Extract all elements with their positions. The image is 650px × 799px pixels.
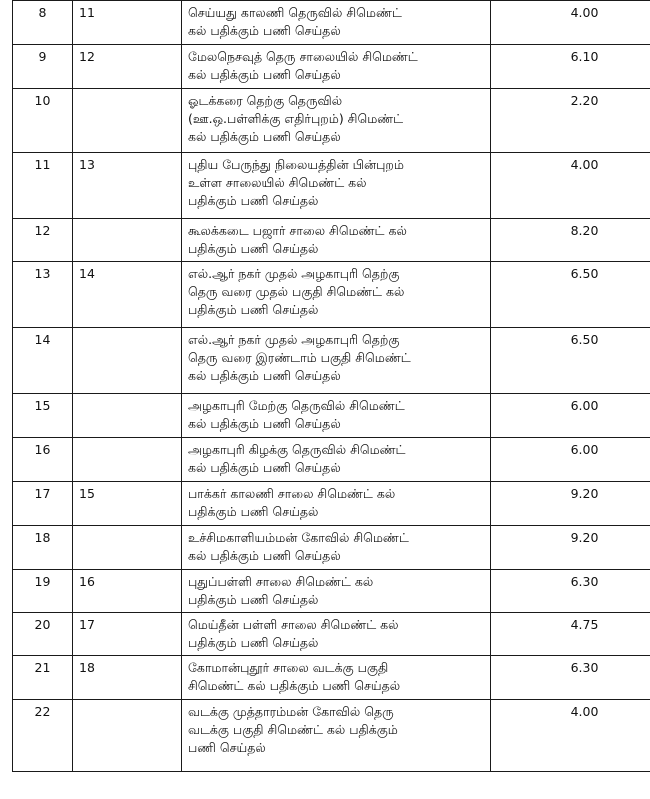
work-description-cell bbox=[182, 262, 491, 328]
amount-cell: 2.20 bbox=[491, 89, 650, 153]
work-description-line: செய்யது காலணி தெருவில் சிமெண்ட் bbox=[188, 5, 402, 20]
serial-number-cell: 16 bbox=[13, 438, 73, 482]
table-row bbox=[13, 89, 650, 153]
work-description-cell bbox=[182, 570, 491, 613]
reference-number-cell bbox=[73, 89, 182, 153]
work-description-cell bbox=[182, 700, 491, 772]
amount-cell: 6.30 bbox=[491, 656, 650, 700]
serial-number-cell: 11 bbox=[13, 153, 73, 219]
work-description-line: சிமெண்ட் கல் பதிக்கும் பணி செய்தல் bbox=[188, 678, 401, 693]
amount-cell: 6.00 bbox=[491, 438, 650, 482]
work-description-line: (ஊ.ஒ.பள்ளிக்கு எதிர்புறம்) சிமெண்ட் bbox=[188, 111, 404, 126]
work-description-line: பதிக்கும் பணி செய்தல் bbox=[188, 592, 319, 607]
serial-number-cell: 20 bbox=[13, 613, 73, 656]
table-row bbox=[13, 570, 650, 613]
work-description-line: பாக்கர் காலணி சாலை சிமெண்ட் கல் bbox=[188, 486, 396, 501]
work-description-line: அழகாபுரி மேற்கு தெருவில் சிமெண்ட் bbox=[188, 398, 405, 413]
work-description-line: எல்.ஆர் நகர் முதல் அழகாபுரி தெற்கு bbox=[188, 266, 400, 281]
work-description-line: பதிக்கும் பணி செய்தல் bbox=[188, 193, 319, 208]
work-description-line: வடக்கு பகுதி சிமெண்ட் கல் பதிக்கும் bbox=[188, 722, 398, 737]
work-description-cell bbox=[182, 89, 491, 153]
serial-number-cell: 14 bbox=[13, 328, 73, 394]
work-description-cell bbox=[182, 438, 491, 482]
reference-number-cell: 16 bbox=[73, 570, 182, 613]
work-description-cell bbox=[182, 394, 491, 438]
reference-number-cell: 14 bbox=[73, 262, 182, 328]
amount-cell: 4.00 bbox=[491, 700, 650, 772]
amount-cell: 9.20 bbox=[491, 482, 650, 526]
amount-cell: 4.00 bbox=[491, 153, 650, 219]
serial-number-cell: 13 bbox=[13, 262, 73, 328]
work-description-line: கல் பதிக்கும் பணி செய்தல் bbox=[188, 129, 341, 144]
work-description-line: கல் பதிக்கும் பணி செய்தல் bbox=[188, 67, 341, 82]
table-row bbox=[13, 482, 650, 526]
amount-cell: 9.20 bbox=[491, 526, 650, 570]
table-row bbox=[13, 438, 650, 482]
amount-cell: 6.10 bbox=[491, 45, 650, 89]
works-table bbox=[12, 0, 650, 772]
serial-number-cell: 10 bbox=[13, 89, 73, 153]
work-description-line: தெரு வரை இரண்டாம் பகுதி சிமெண்ட் bbox=[188, 350, 411, 365]
work-description-cell bbox=[182, 656, 491, 700]
work-description-line: வடக்கு முத்தாரம்மன் கோவில் தெரு bbox=[188, 704, 394, 719]
work-description-line: புதுப்பள்ளி சாலை சிமெண்ட் கல் bbox=[188, 574, 374, 589]
table-row bbox=[13, 219, 650, 262]
work-description-line: உள்ள சாலையில் சிமெண்ட் கல் bbox=[188, 175, 367, 190]
work-description-line: கல் பதிக்கும் பணி செய்தல் bbox=[188, 368, 341, 383]
table-row bbox=[13, 45, 650, 89]
reference-number-cell: 13 bbox=[73, 153, 182, 219]
amount-cell: 4.75 bbox=[491, 613, 650, 656]
serial-number-cell: 22 bbox=[13, 700, 73, 772]
work-description-line: கல் பதிக்கும் பணி செய்தல் bbox=[188, 416, 341, 431]
work-description-line: கல் பதிக்கும் பணி செய்தல் bbox=[188, 460, 341, 475]
amount-cell: 6.30 bbox=[491, 570, 650, 613]
work-description-line: பதிக்கும் பணி செய்தல் bbox=[188, 241, 319, 256]
table-row bbox=[13, 656, 650, 700]
work-description-cell bbox=[182, 482, 491, 526]
work-description-line: கூலக்கடை பஜார் சாலை சிமெண்ட் கல் bbox=[188, 223, 407, 238]
serial-number-cell: 18 bbox=[13, 526, 73, 570]
reference-number-cell bbox=[73, 328, 182, 394]
reference-number-cell bbox=[73, 700, 182, 772]
serial-number-cell: 9 bbox=[13, 45, 73, 89]
reference-number-cell bbox=[73, 394, 182, 438]
work-description-line: ஓடக்கரை தெற்கு தெருவில் bbox=[188, 93, 343, 108]
work-description-cell bbox=[182, 219, 491, 262]
reference-number-cell bbox=[73, 219, 182, 262]
serial-number-cell: 8 bbox=[13, 1, 73, 45]
work-description-cell bbox=[182, 1, 491, 45]
serial-number-cell: 21 bbox=[13, 656, 73, 700]
table-row bbox=[13, 526, 650, 570]
serial-number-cell: 15 bbox=[13, 394, 73, 438]
serial-number-cell: 19 bbox=[13, 570, 73, 613]
work-description-line: கல் பதிக்கும் பணி செய்தல் bbox=[188, 23, 341, 38]
amount-cell: 6.50 bbox=[491, 262, 650, 328]
work-description-line: கோமான்புதூர் சாலை வடக்கு பகுதி bbox=[188, 660, 389, 675]
work-description-cell bbox=[182, 45, 491, 89]
table-row bbox=[13, 394, 650, 438]
reference-number-cell: 17 bbox=[73, 613, 182, 656]
serial-number-cell: 12 bbox=[13, 219, 73, 262]
amount-cell: 6.50 bbox=[491, 328, 650, 394]
table-row bbox=[13, 700, 650, 772]
reference-number-cell bbox=[73, 438, 182, 482]
reference-number-cell: 11 bbox=[73, 1, 182, 45]
table-row bbox=[13, 153, 650, 219]
reference-number-cell: 15 bbox=[73, 482, 182, 526]
amount-cell: 4.00 bbox=[491, 1, 650, 45]
amount-cell: 6.00 bbox=[491, 394, 650, 438]
serial-number-cell: 17 bbox=[13, 482, 73, 526]
work-description-line: பதிக்கும் பணி செய்தல் bbox=[188, 302, 319, 317]
work-description-cell bbox=[182, 613, 491, 656]
table-row bbox=[13, 613, 650, 656]
work-description-cell bbox=[182, 328, 491, 394]
work-description-line: பதிக்கும் பணி செய்தல் bbox=[188, 504, 319, 519]
work-description-line: தெரு வரை முதல் பகுதி சிமெண்ட் கல் bbox=[188, 284, 405, 299]
table-row bbox=[13, 1, 650, 45]
work-description-cell bbox=[182, 153, 491, 219]
works-table-body bbox=[13, 1, 650, 772]
document-page bbox=[12, 0, 638, 772]
work-description-cell bbox=[182, 526, 491, 570]
work-description-line: அழகாபுரி கிழக்கு தெருவில் சிமெண்ட் bbox=[188, 442, 406, 457]
reference-number-cell bbox=[73, 526, 182, 570]
work-description-line: எல்.ஆர் நகர் முதல் அழகாபுரி தெற்கு bbox=[188, 332, 400, 347]
work-description-line: மேலநெசவுத் தெரு சாலையில் சிமெண்ட் bbox=[188, 49, 418, 64]
reference-number-cell: 18 bbox=[73, 656, 182, 700]
amount-cell: 8.20 bbox=[491, 219, 650, 262]
work-description-line: கல் பதிக்கும் பணி செய்தல் bbox=[188, 548, 341, 563]
work-description-line: மெய்தீன் பள்ளி சாலை சிமெண்ட் கல் bbox=[188, 617, 399, 632]
work-description-line: பதிக்கும் பணி செய்தல் bbox=[188, 635, 319, 650]
table-row bbox=[13, 328, 650, 394]
reference-number-cell: 12 bbox=[73, 45, 182, 89]
table-row bbox=[13, 262, 650, 328]
work-description-line: உச்சிமகாளியம்மன் கோவில் சிமெண்ட் bbox=[188, 530, 409, 545]
work-description-line: புதிய பேருந்து நிலையத்தின் பின்புறம் bbox=[188, 157, 404, 172]
work-description-line: பணி செய்தல் bbox=[188, 740, 266, 755]
